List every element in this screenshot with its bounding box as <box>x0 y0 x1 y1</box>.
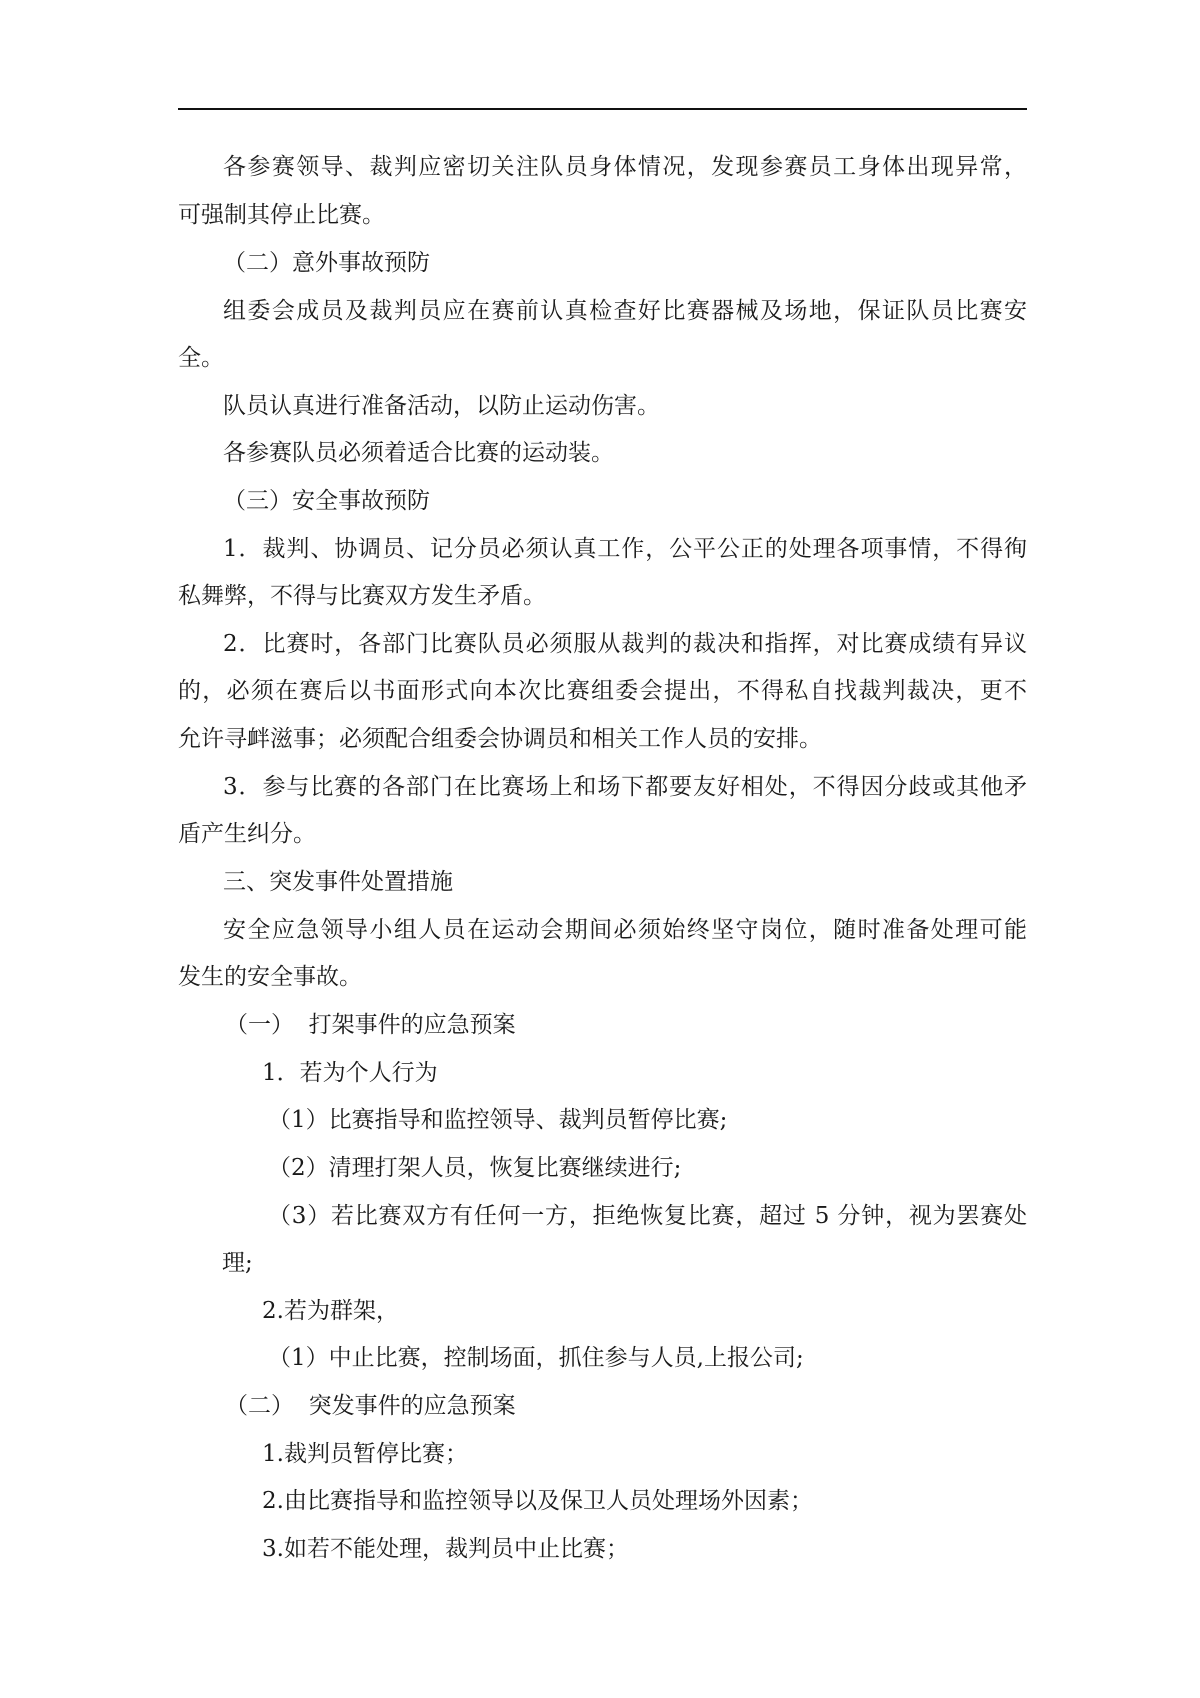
list-item: 2.若为群架， <box>262 1298 399 1324</box>
paragraph-line: 允许寻衅滋事；必须配合组委会协调员和相关工作人员的安排。 <box>178 726 822 752</box>
section-heading: （二） 突发事件的应急预案 <box>225 1393 516 1419</box>
list-item: 2.由比赛指导和监控领导以及保卫人员处理场外因素； <box>262 1488 813 1514</box>
paragraph-line: 各参赛队员必须着适合比赛的运动装。 <box>223 440 614 466</box>
paragraph-line: 3．参与比赛的各部门在比赛场上和场下都要友好相处，不得因分歧或其他矛 <box>223 774 1027 800</box>
list-item: 3.如若不能处理，裁判员中止比赛； <box>262 1536 629 1562</box>
list-item: 1.裁判员暂停比赛； <box>262 1441 468 1467</box>
paragraph-line: 发生的安全事故。 <box>178 964 362 990</box>
paragraph-line: 私舞弊，不得与比赛双方发生矛盾。 <box>178 583 546 609</box>
list-item: （1）中止比赛，控制场面，抓住参与人员,上报公司; <box>268 1345 804 1371</box>
section-heading: （二）意外事故预防 <box>223 250 430 276</box>
paragraph-line: 全。 <box>178 345 224 371</box>
paragraph-line: 1．裁判、协调员、记分员必须认真工作，公平公正的处理各项事情，不得徇 <box>223 536 1027 562</box>
section-heading: （三）安全事故预防 <box>223 488 430 514</box>
paragraph-line: 2．比赛时，各部门比赛队员必须服从裁判的裁决和指挥，对比赛成绩有异议 <box>223 631 1027 657</box>
header-rule <box>178 108 1027 110</box>
list-item: （2）清理打架人员，恢复比赛继续进行; <box>268 1155 682 1181</box>
paragraph-line: 的，必须在赛后以书面形式向本次比赛组委会提出，不得私自找裁判裁决，更不 <box>178 678 1027 704</box>
paragraph-line: 盾产生纠分。 <box>178 821 316 847</box>
list-item: （1）比赛指导和监控领导、裁判员暂停比赛; <box>268 1107 728 1133</box>
paragraph-line: 队员认真进行准备活动，以防止运动伤害。 <box>223 393 660 419</box>
paragraph-line: 各参赛领导、裁判应密切关注队员身体情况，发现参赛员工身体出现异常， <box>223 154 1027 180</box>
list-item: 理; <box>222 1250 253 1276</box>
section-heading: （一） 打架事件的应急预案 <box>225 1012 516 1038</box>
paragraph-line: 组委会成员及裁判员应在赛前认真检查好比赛器械及场地，保证队员比赛安 <box>223 298 1027 324</box>
list-item: 1．若为个人行为 <box>262 1060 438 1086</box>
paragraph-line: 可强制其停止比赛。 <box>178 202 385 228</box>
section-heading: 三、突发事件处置措施 <box>223 869 453 895</box>
paragraph-line: 安全应急领导小组人员在运动会期间必须始终坚守岗位，随时准备处理可能 <box>223 917 1027 943</box>
list-item: （3）若比赛双方有任何一方，拒绝恢复比赛，超过 5 分钟，视为罢赛处 <box>268 1203 1027 1229</box>
